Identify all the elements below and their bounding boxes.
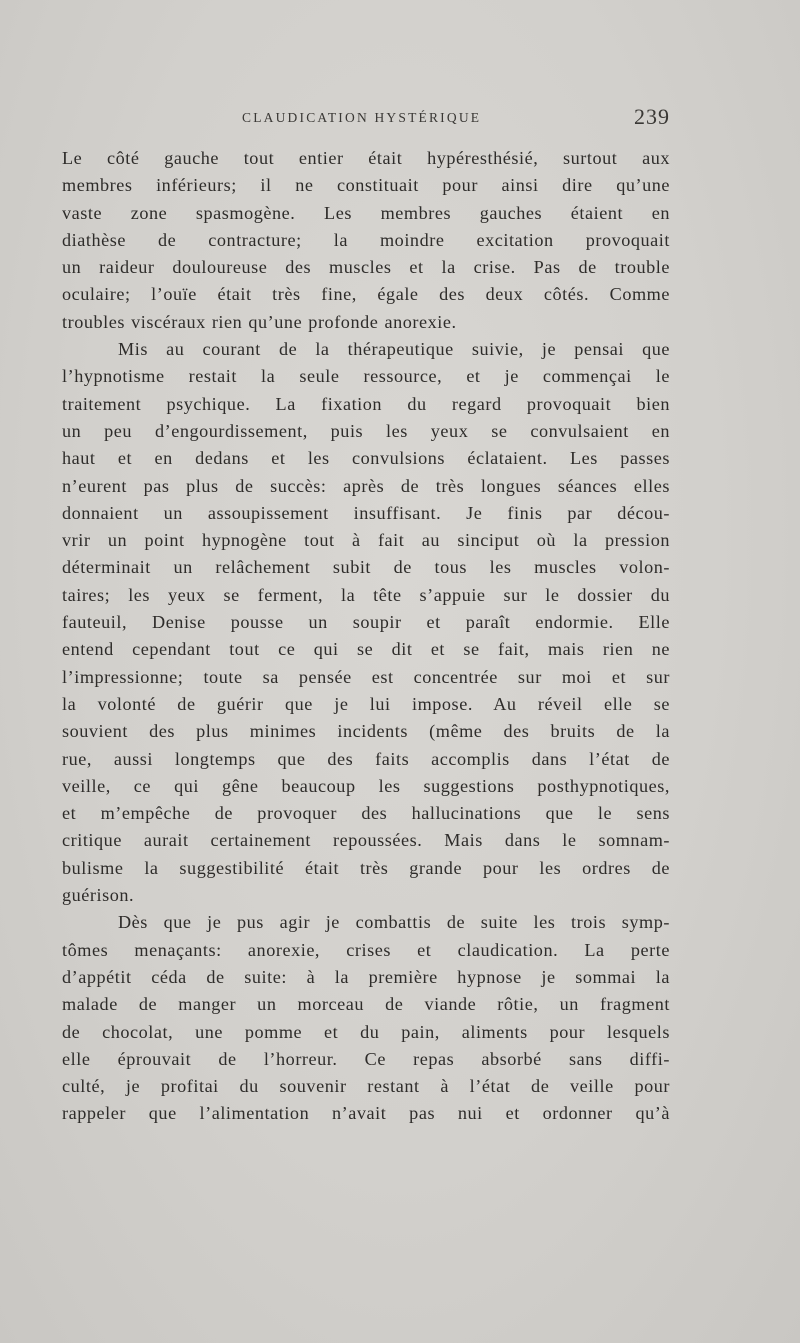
text-line: la volonté de guérir que je lui impose. Au réveil elle se	[62, 693, 670, 714]
text-line: Mis au courant de la thérapeutique suivie, je pensai que	[118, 339, 670, 360]
text-line: n’eurent pas plus de succès: après de très longues séances elles	[62, 475, 670, 496]
text-line: un peu d’engourdissement, puis les yeux se convulsaient en	[62, 420, 670, 441]
text-line: elle éprouvait de l’horreur. Ce repas absorbé sans diffi-	[62, 1048, 670, 1069]
text-line: et m’empêche de provoquer des hallucinations que le sens	[62, 803, 670, 824]
text-line: d’appétit céda de suite: à la première hypnose je sommai la	[62, 966, 670, 987]
page-number: 239	[634, 104, 670, 129]
text-line: diathèse de contracture; la moindre excitation provoquait	[62, 229, 670, 250]
text-line: l’hypnotisme restait la seule ressource, et je commençai le	[62, 366, 670, 387]
text-line: un raideur douloureuse des muscles et la crise. Pas de trouble	[62, 257, 670, 278]
running-head	[62, 106, 670, 130]
text-line: tômes menaçants: anorexie, crises et claudication. La perte	[62, 939, 670, 960]
text-line: Le côté gauche tout entier était hypéresthésié, surtout aux	[62, 148, 670, 168]
text-line: guérison.	[62, 885, 135, 906]
text-line: bulisme la suggestibilité était très grande pour les ordres de	[62, 857, 670, 878]
text-line: taires; les yeux se ferment, la tête s’appuie sur le dossier du	[62, 584, 670, 605]
text-line: traitement psychique. La fixation du regard provoquait bien	[62, 393, 670, 414]
body-text	[62, 145, 670, 1128]
text-line: haut et en dedans et les convulsions éclataient. Les passes	[62, 448, 670, 469]
text-line: déterminait un relâchement subit de tous les muscles volon-	[62, 557, 670, 578]
text-line: membres inférieurs; il ne constituait pour ainsi dire qu’une	[62, 175, 670, 196]
text-line: malade de manger un morceau de viande rôtie, un fragment	[62, 994, 670, 1015]
text-line: rue, aussi longtemps que des faits accomplis dans l’état de	[62, 748, 670, 769]
text-line: rappeler que l’alimentation n’avait pas nui et ordonner qu’à	[62, 1103, 670, 1124]
text-line: vrir un point hypnogène tout à fait au sinciput où la pression	[62, 530, 670, 551]
running-title: CLAUDICATION HYSTÉRIQUE	[242, 110, 482, 125]
text-line: de chocolat, une pomme et du pain, aliments pour lesquels	[62, 1021, 670, 1042]
text-line: donnaient un assoupissement insuffisant. Je finis par décou-	[62, 502, 670, 523]
text-line: entend cependant tout ce qui se dit et se fait, mais rien ne	[62, 639, 670, 660]
text-line: oculaire; l’ouïe était très fine, égale des deux côtés. Comme	[62, 284, 670, 305]
text-line: Dès que je pus agir je combattis de suite les trois symp-	[118, 912, 670, 933]
text-line: culté, je profitai du souvenir restant à l’état de veille pour	[62, 1076, 670, 1097]
text-line: l’impressionne; toute sa pensée est concentrée sur moi et sur	[62, 666, 670, 687]
text-line: critique aurait certainement repoussées. Mais dans le somnam-	[62, 830, 670, 851]
text-line: fauteuil, Denise pousse un soupir et paraît endormie. Elle	[62, 612, 670, 633]
text-line: troubles viscéraux rien qu’une profonde anorexie.	[62, 311, 457, 332]
text-line: vaste zone spasmogène. Les membres gauches étaient en	[62, 202, 670, 223]
text-line: souvient des plus minimes incidents (même des bruits de la	[62, 721, 670, 742]
text-line: veille, ce qui gêne beaucoup les suggestions posthypnotiques,	[62, 775, 670, 796]
